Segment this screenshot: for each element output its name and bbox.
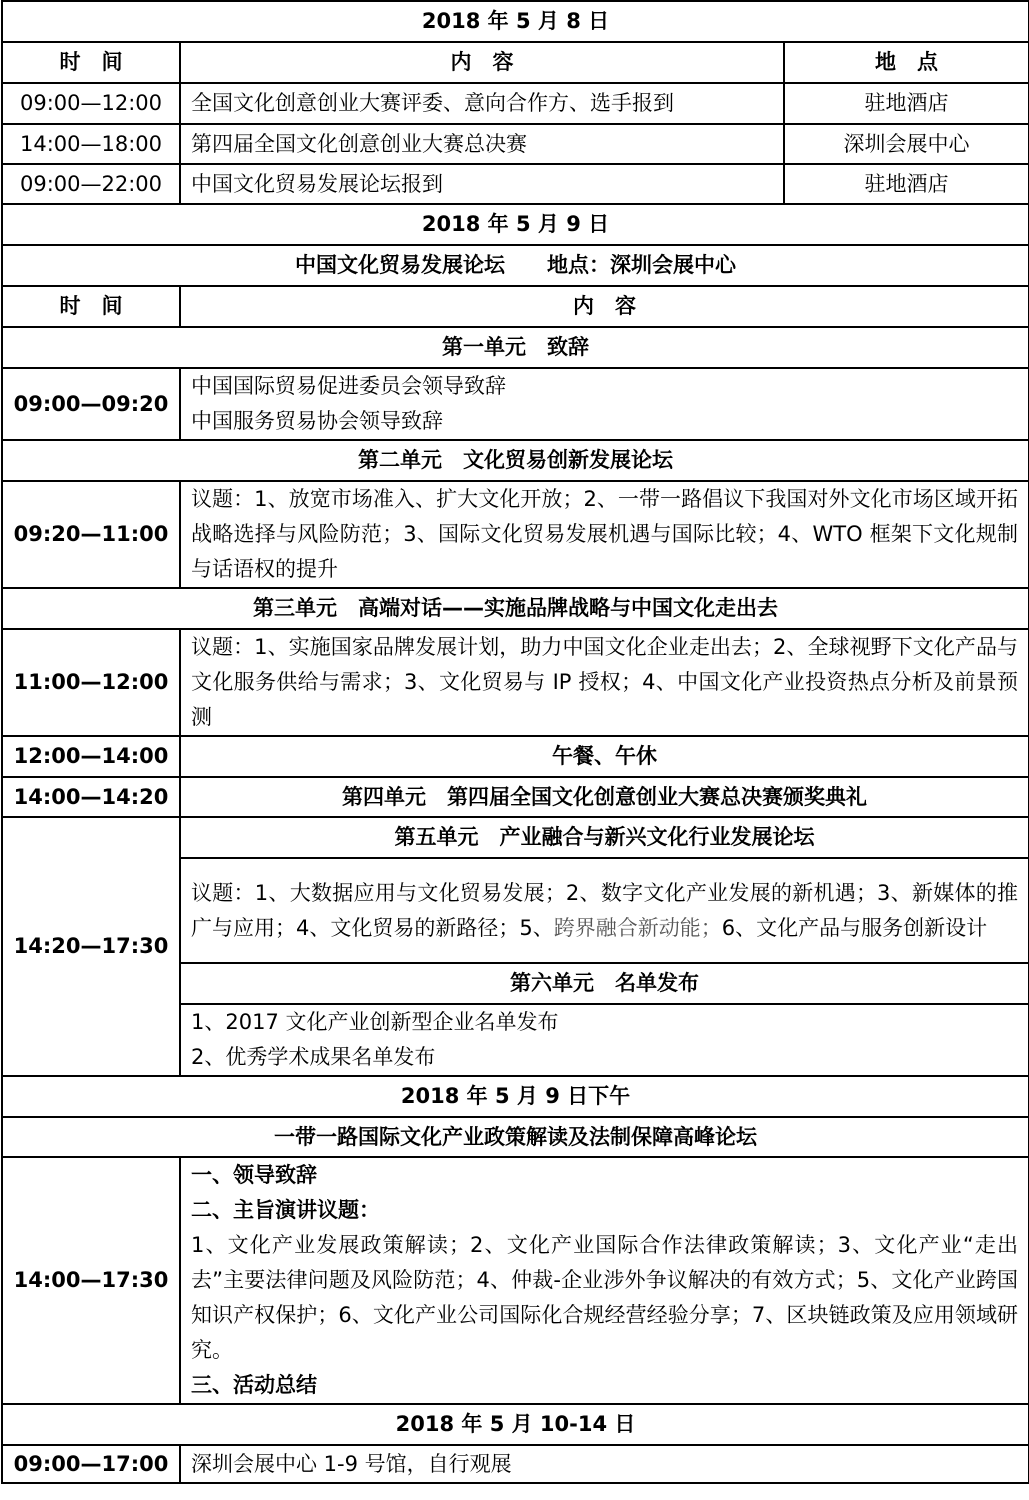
row-time: 14:00—14:20 [2, 777, 180, 817]
row-time: 14:00—18:00 [2, 124, 180, 164]
row-content: 深圳会展中心 1-9 号馆，自行观展 [180, 1445, 1029, 1483]
row-place: 深圳会展中心 [784, 124, 1029, 164]
row-content: 第四单元 第四届全国文化创意创业大赛总决赛颁奖典礼 [180, 777, 1029, 817]
row-place: 驻地酒店 [784, 83, 1029, 124]
row-time: 12:00—14:00 [2, 736, 180, 777]
agenda-item: 一、领导致辞 [191, 1163, 317, 1187]
row-content: 议题：1、放宽市场准入、扩大文化开放；2、一带一路倡议下我国对外文化市场区域开拓战略选择与风险防范；3、国际文化贸易发展机遇与国际比较；4、WTO 框架下文化规制与话语权的提升 [180, 481, 1029, 588]
table-row [2, 1445, 1029, 1483]
row-content: 中国文化贸易发展论坛报到 [180, 164, 784, 204]
unit-title-row [2, 327, 1029, 368]
unit-title: 第二单元 文化贸易创新发展论坛 [2, 440, 1029, 481]
row-time: 09:00—12:00 [2, 83, 180, 124]
header-row [2, 286, 1029, 327]
row-content: 全国文化创意创业大赛评委、意向合作方、选手报到 [180, 83, 784, 124]
table-row [2, 1157, 1029, 1404]
table-row [2, 777, 1029, 817]
row-place: 驻地酒店 [784, 164, 1029, 204]
row-content [180, 368, 1029, 440]
header-row [2, 42, 1029, 83]
date-heading: 2018 年 5 月 8 日 [2, 1, 1029, 42]
table-row [2, 736, 1029, 777]
unit-title-row [2, 817, 1029, 858]
date-heading: 2018 年 5 月 9 日下午 [2, 1076, 1029, 1117]
header-content: 内 容 [180, 286, 1029, 327]
row-time: 09:20—11:00 [2, 481, 180, 588]
row-content: 第四届全国文化创意创业大赛总决赛 [180, 124, 784, 164]
row-time: 14:20—17:30 [2, 817, 180, 1076]
table-row [2, 83, 1029, 124]
table-row [2, 368, 1029, 440]
header-time: 时 间 [2, 286, 180, 327]
forum-row [2, 1117, 1029, 1157]
date-heading: 2018 年 5 月 9 日 [2, 204, 1029, 245]
list-item: 中国国际贸易促进委员会领导致辞 [191, 374, 506, 398]
table-row [2, 629, 1029, 736]
date-row [2, 1, 1029, 42]
header-place: 地 点 [784, 42, 1029, 83]
row-content [180, 858, 1029, 963]
topic-text-gray: 跨界融合新动能； [553, 915, 722, 940]
forum-title: 一带一路国际文化产业政策解读及法制保障高峰论坛 [2, 1117, 1029, 1157]
header-content: 内 容 [180, 42, 784, 83]
agenda-item: 三、活动总结 [191, 1373, 317, 1397]
list-item: 1、2017 文化产业创新型企业名单发布 [191, 1010, 559, 1034]
unit-title: 第六单元 名单发布 [180, 963, 1029, 1004]
date-row [2, 204, 1029, 245]
date-row [2, 1404, 1029, 1445]
list-item: 中国服务贸易协会领导致辞 [191, 409, 443, 433]
row-time: 09:00—17:00 [2, 1445, 180, 1483]
topic-text: 1、文化产业发展政策解读；2、文化产业国际合作法律政策解读；3、文化产业“走出去”主要法律问题及风险防范；4、仲裁-企业涉外争议解决的有效方式；5、文化产业跨国知识产权保护；6、文化产业公司国际化合规经营经验分享；7、区块链政策及应用领域研究。 [191, 1233, 1019, 1362]
unit-title-row [2, 588, 1029, 629]
row-content: 议题：1、实施国家品牌发展计划，助力中国文化企业走出去；2、全球视野下文化产品与文化服务供给与需求；3、文化贸易与 IP 授权；4、中国文化产业投资热点分析及前景预测 [180, 629, 1029, 736]
row-content: 午餐、午休 [180, 736, 1029, 777]
forum-title: 中国文化贸易发展论坛 地点：深圳会展中心 [2, 245, 1029, 286]
schedule-table [1, 0, 1029, 1484]
row-time: 11:00—12:00 [2, 629, 180, 736]
topic-text: 议题：1、大数据应用与文化贸易发展；2、数字文化产业发展的新机遇；3、新媒体的推广与应用；4、文化贸易的新路径；5、 [191, 880, 1019, 940]
row-content [180, 1157, 1029, 1404]
table-row [2, 124, 1029, 164]
list-item: 2、优秀学术成果名单发布 [191, 1045, 436, 1069]
unit-title: 第五单元 产业融合与新兴文化行业发展论坛 [180, 817, 1029, 858]
table-row [2, 481, 1029, 588]
unit-title: 第三单元 高端对话——实施品牌战略与中国文化走出去 [2, 588, 1029, 629]
date-heading: 2018 年 5 月 10-14 日 [2, 1404, 1029, 1445]
agenda-item: 二、主旨演讲议题： [191, 1198, 380, 1222]
row-time: 09:00—22:00 [2, 164, 180, 204]
table-row [2, 164, 1029, 204]
topic-text: 6、文化产品与服务创新设计 [721, 915, 988, 940]
unit-title-row [2, 440, 1029, 481]
forum-row [2, 245, 1029, 286]
date-row [2, 1076, 1029, 1117]
header-time: 时 间 [2, 42, 180, 83]
row-time: 09:00—09:20 [2, 368, 180, 440]
row-time: 14:00—17:30 [2, 1157, 180, 1404]
row-content [180, 1004, 1029, 1076]
unit-title: 第一单元 致辞 [2, 327, 1029, 368]
